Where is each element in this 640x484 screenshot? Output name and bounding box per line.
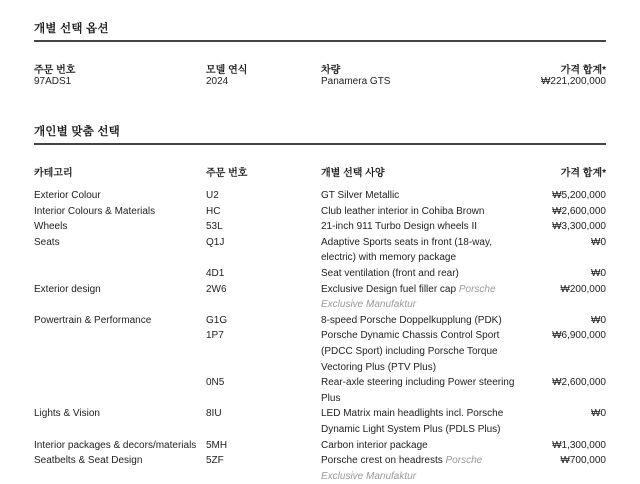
row-price: ₩0: [591, 268, 606, 279]
row-option-description: [321, 328, 517, 375]
header-vehicle: 차량: [321, 65, 341, 76]
header-order-code: 주문 번호: [206, 168, 248, 179]
header-model-year: 모델 연식: [206, 65, 248, 76]
row-order-code: 8IU: [206, 408, 222, 420]
row-order-code: 5ZF: [206, 455, 224, 467]
row-option-line: Club leather interior in Cohiba Brown: [321, 205, 485, 217]
row-category: Wheels: [34, 221, 68, 233]
value-model-year: 2024: [206, 76, 229, 87]
header-option-spec: 개별 선택 사양: [321, 168, 385, 179]
row-price: ₩2,600,000: [552, 377, 606, 389]
row-option-line: (PDCC Sport) including Porsche Torque: [321, 345, 498, 357]
row-option-description: [321, 438, 517, 454]
row-option-note: Porsche Exclusive Manufaktur: [321, 283, 496, 311]
row-option-line: Carbon interior package: [321, 439, 428, 451]
row-option-line: Plus: [321, 392, 341, 404]
row-order-code: 1P7: [206, 330, 224, 342]
row-order-code: 5MH: [206, 439, 228, 451]
row-price: ₩0: [591, 236, 606, 248]
row-option-line: 8-speed Porsche Doppelkupplung (PDK): [321, 314, 502, 326]
row-option-description: [321, 235, 517, 266]
row-price: ₩700,000: [560, 455, 606, 467]
row-option-line: GT Silver Metallic: [321, 190, 400, 201]
row-option-description: [321, 453, 517, 484]
row-option-line: electric) with memory package: [321, 252, 457, 264]
section-title-options: 개별 선택 옵션: [34, 23, 109, 35]
row-option-description: [321, 406, 517, 437]
header-total-price: 가격 합계*: [560, 65, 606, 76]
row-order-code: Q1J: [206, 236, 225, 248]
row-option-line: 21-inch 911 Turbo Design wheels II: [321, 221, 478, 233]
header-category: 카테고리: [34, 168, 73, 179]
row-price: ₩2,600,000: [552, 205, 606, 217]
value-order-number: 97ADS1: [34, 76, 72, 87]
section-title-custom: 개인별 맞춤 선택: [34, 126, 120, 138]
row-category: Exterior Colour: [34, 190, 101, 201]
row-category: Seatbelts & Seat Design: [34, 455, 143, 467]
row-price: ₩200,000: [560, 283, 606, 295]
row-option-description: [321, 219, 517, 235]
row-category: Seats: [34, 236, 60, 248]
row-price: ₩1,300,000: [552, 439, 606, 451]
row-option-line: Exclusive Design fuel filler cap: [321, 283, 457, 295]
row-option-line: LED Matrix main headlights incl. Porsche: [321, 408, 504, 420]
header-order-number: 주문 번호: [34, 65, 76, 76]
row-option-line: Dynamic Light System Plus (PDLS Plus): [321, 423, 501, 435]
row-option-description: [321, 204, 517, 220]
row-option-line: Adaptive Sports seats in front (18-way,: [321, 236, 493, 248]
row-price: ₩6,900,000: [552, 330, 606, 342]
row-option-line: Seat ventilation (front and rear): [321, 268, 459, 279]
row-price: ₩5,200,000: [552, 190, 606, 201]
row-category: Lights & Vision: [34, 408, 100, 420]
value-vehicle: Panamera GTS: [321, 76, 391, 87]
row-option-line: Porsche Dynamic Chassis Control Sport: [321, 330, 500, 342]
row-option-line: Vectoring Plus (PTV Plus): [321, 361, 437, 373]
row-category: Powertrain & Performance: [34, 314, 152, 326]
section-divider: [34, 40, 606, 42]
header-price: 가격 합계*: [560, 168, 606, 179]
row-order-code: HC: [206, 205, 221, 217]
row-price: ₩3,300,000: [552, 221, 606, 233]
row-option-description: [321, 375, 517, 406]
row-option-description: [321, 313, 517, 329]
row-order-code: 4D1: [206, 268, 225, 279]
row-category: Interior Colours & Materials: [34, 205, 156, 217]
row-order-code: 2W6: [206, 283, 227, 295]
row-option-description: [321, 266, 517, 282]
row-option-line: Porsche crest on headrests: [321, 455, 443, 467]
row-category: Interior packages & decors/materials: [34, 439, 197, 451]
section-divider: [34, 143, 606, 145]
row-category: Exterior design: [34, 283, 101, 295]
row-option-note: Porsche Exclusive Manufaktur: [321, 455, 483, 482]
row-order-code: 0N5: [206, 377, 225, 389]
value-total-price: ₩221,200,000: [540, 76, 606, 87]
row-price: ₩0: [591, 314, 606, 326]
row-price: ₩0: [591, 408, 606, 420]
row-option-line: Rear-axle steering including Power steering: [321, 377, 515, 389]
row-option-description: [321, 188, 517, 204]
row-order-code: 53L: [206, 221, 223, 233]
row-order-code: G1G: [206, 314, 228, 326]
row-option-description: [321, 282, 517, 313]
row-order-code: U2: [206, 190, 219, 201]
